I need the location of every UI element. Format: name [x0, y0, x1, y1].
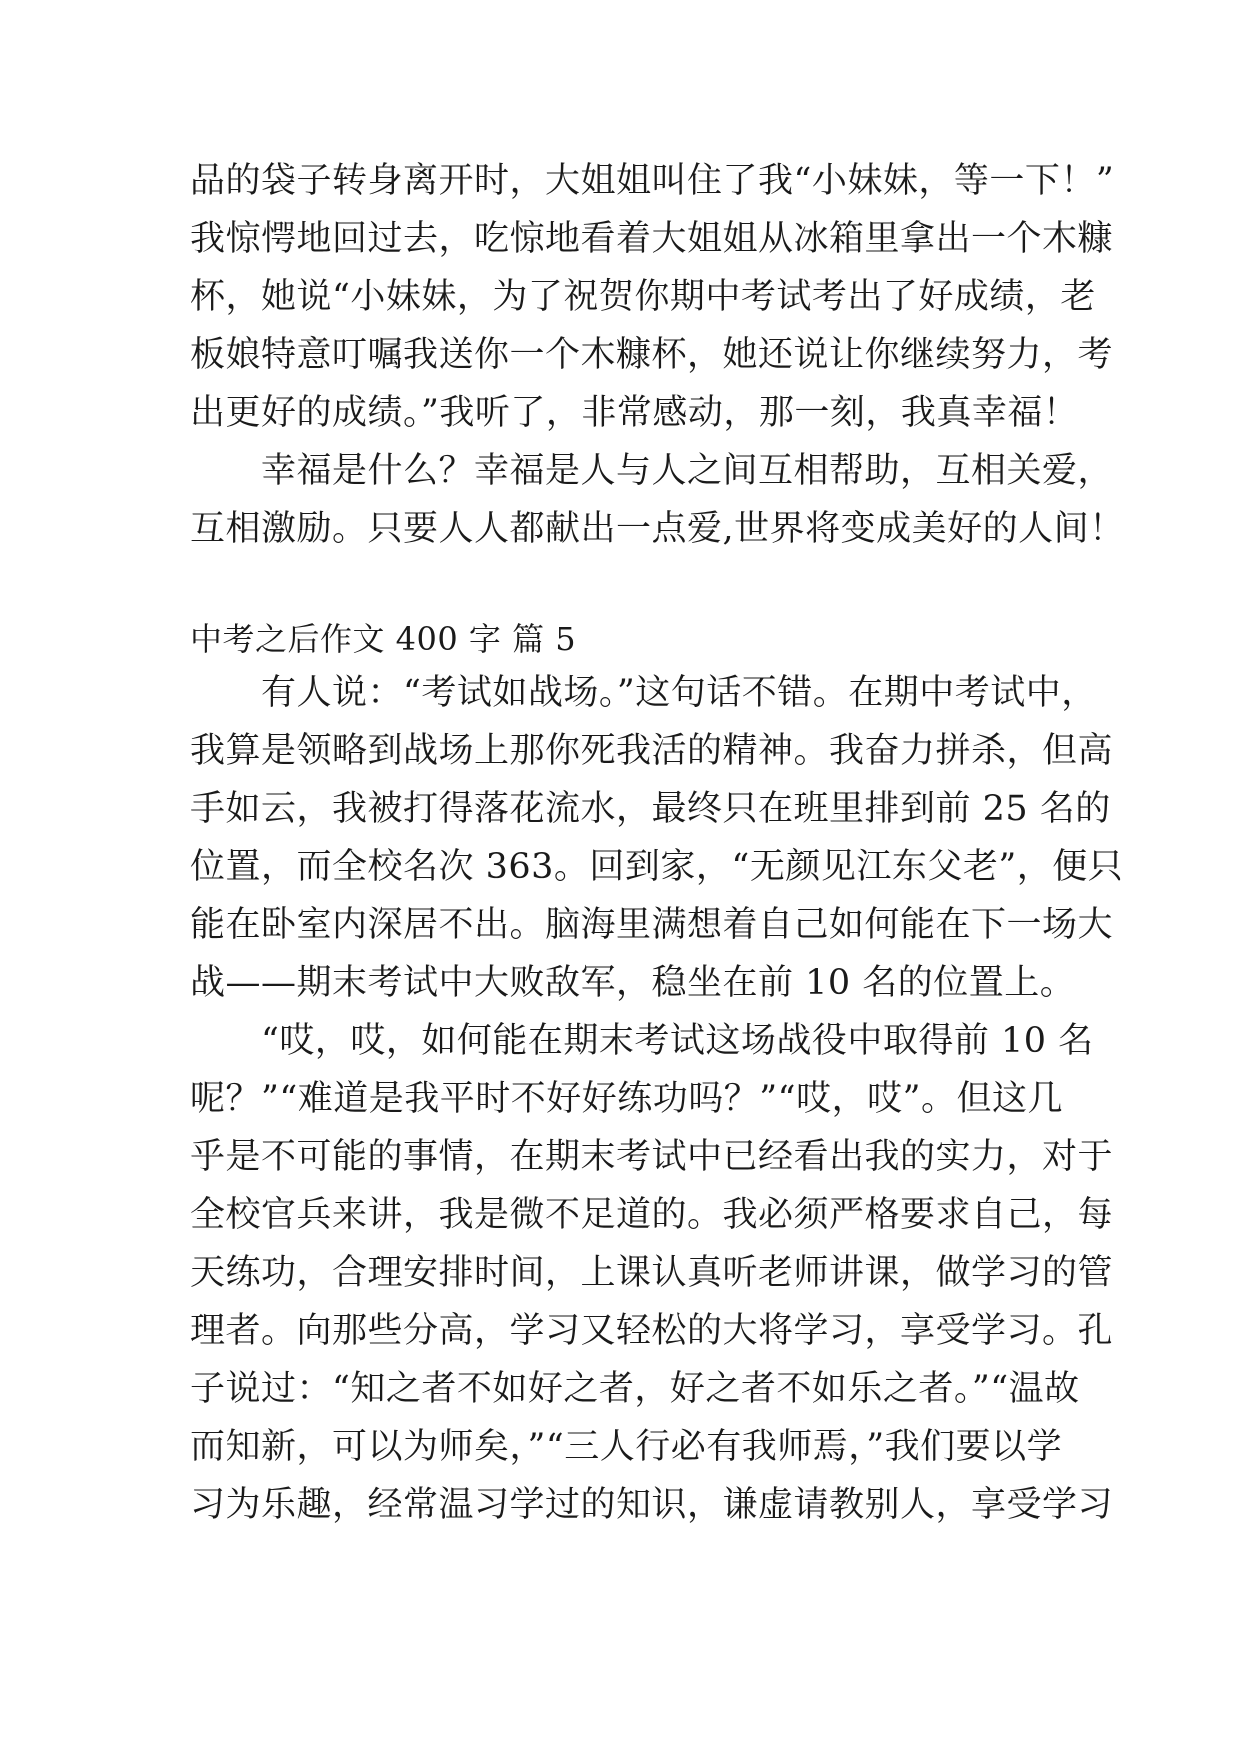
- text-line: 出更好的成绩。”我听了，非常感动，那一刻，我真幸福！: [190, 393, 1079, 433]
- text-line: 呢？”“难道是我平时不好好练功吗？”“哎，哎”。但这几: [190, 1079, 1063, 1119]
- text-line: 而知新，可以为师矣，”“三人行必有我师焉，”我们要以学: [190, 1427, 1063, 1467]
- text-line: 板娘特意叮嘱我送你一个木糠杯，她还说让你继续努力，考: [190, 335, 1114, 375]
- text-line: 能在卧室内深居不出。脑海里满想着自己如何能在下一场大: [190, 905, 1114, 945]
- text-line: 品的袋子转身离开时，大姐姐叫住了我“小妹妹，等一下！”: [190, 161, 1115, 201]
- text-line: 杯，她说“小妹妹，为了祝贺你期中考试考出了好成绩，老: [190, 277, 1096, 317]
- text-line: 幸福是什么？幸福是人与人之间互相帮助，互相关爱，: [190, 451, 1114, 491]
- text-line: 全校官兵来讲，我是微不足道的。我必须严格要求自己，每: [190, 1195, 1114, 1235]
- text-line: 有人说：“考试如战场。”这句话不错。在期中考试中，: [190, 673, 1097, 713]
- text-line: 习为乐趣，经常温习学过的知识，谦虚请教别人，享受学习: [190, 1485, 1114, 1525]
- text-line: 我惊愕地回过去，吃惊地看着大姐姐从冰箱里拿出一个木糠: [190, 219, 1114, 259]
- section-heading: 中考之后作文 400 字 篇 5: [190, 620, 577, 658]
- text-line: 子说过：“知之者不如好之者，好之者不如乐之者。”“温故: [190, 1369, 1080, 1409]
- text-line: 手如云，我被打得落花流水，最终只在班里排到前 25 名的: [190, 789, 1111, 829]
- text-line: “哎，哎，如何能在期末考试这场战役中取得前 10 名: [190, 1021, 1094, 1061]
- text-line: 天练功，合理安排时间，上课认真听老师讲课，做学习的管: [190, 1253, 1114, 1293]
- text-line: 位置，而全校名次 363。回到家，“无颜见江东父老”，便只: [190, 847, 1124, 887]
- text-line: 乎是不可能的事情，在期末考试中已经看出我的实力，对于: [190, 1137, 1114, 1177]
- text-line: 战——期末考试中大败敌军，稳坐在前 10 名的位置上。: [190, 963, 1076, 1003]
- text-line: 互相激励。只要人人都献出一点爱,世界将变成美好的人间！: [190, 509, 1125, 549]
- text-line: 理者。向那些分高，学习又轻松的大将学习，享受学习。孔: [190, 1311, 1114, 1351]
- text-line: 我算是领略到战场上那你死我活的精神。我奋力拼杀，但高: [190, 731, 1114, 771]
